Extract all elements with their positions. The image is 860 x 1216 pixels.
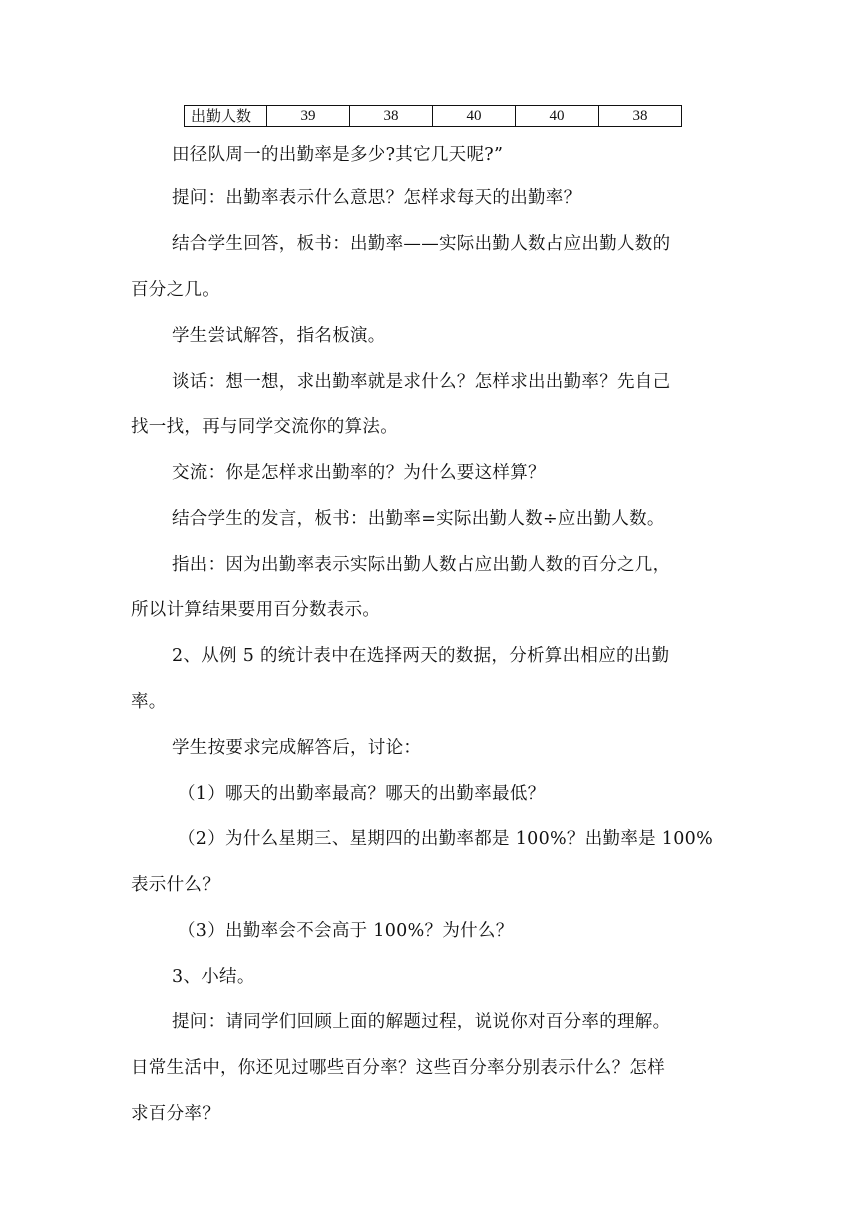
text-line: 日常生活中，你还见过哪些百分率？这些百分率分别表示什么？怎样 (131, 1058, 665, 1078)
table-cell: 38 (599, 106, 682, 127)
text-line: 求百分率？ (131, 1104, 220, 1124)
text-line: 结合学生的发言，板书：出勤率=实际出勤人数÷应出勤人数。 (172, 509, 665, 529)
text-line: 百分之几。 (131, 280, 220, 300)
text-line: （1）哪天的出勤率最高？哪天的出勤率最低？ (178, 784, 546, 804)
table-row-label: 出勤人数 (185, 106, 267, 127)
text-line: （2）为什么星期三、星期四的出勤率都是 100%？出勤率是 100% (178, 829, 714, 849)
table-row (185, 106, 682, 127)
table-cell: 40 (433, 106, 516, 127)
text-line: 田径队周一的出勤率是多少?其它几天呢?” (172, 145, 504, 165)
table-cell: 39 (267, 106, 350, 127)
text-line: 指出：因为出勤率表示实际出勤人数占应出勤人数的百分之几， (172, 555, 671, 575)
text-line: 表示什么？ (131, 875, 220, 895)
text-line: 率。 (131, 692, 167, 712)
text-line: 交流：你是怎样求出勤率的？为什么要这样算？ (172, 463, 546, 483)
text-line: 学生按要求完成解答后，讨论： (172, 738, 422, 758)
text-line: （3）出勤率会不会高于 100%？为什么？ (178, 921, 514, 941)
text-line: 结合学生回答，板书：出勤率——实际出勤人数占应出勤人数的 (172, 234, 671, 254)
text-line: 2、从例 5 的统计表中在选择两天的数据，分析算出相应的出勤 (172, 646, 670, 666)
table-cell: 40 (516, 106, 599, 127)
text-line: 提问：出勤率表示什么意思？怎样求每天的出勤率？ (172, 188, 582, 208)
text-line: 3、小结。 (172, 967, 255, 987)
text-line: 提问：请同学们回顾上面的解题过程，说说你对百分率的理解。 (172, 1012, 671, 1032)
text-line: 谈话：想一想，求出勤率就是求什么？怎样求出出勤率？先自己 (172, 372, 671, 392)
attendance-table (184, 105, 682, 127)
text-line: 学生尝试解答，指名板演。 (172, 326, 386, 346)
table-cell: 38 (350, 106, 433, 127)
text-line: 找一找，再与同学交流你的算法。 (131, 417, 398, 437)
text-line: 所以计算结果要用百分数表示。 (131, 600, 381, 620)
